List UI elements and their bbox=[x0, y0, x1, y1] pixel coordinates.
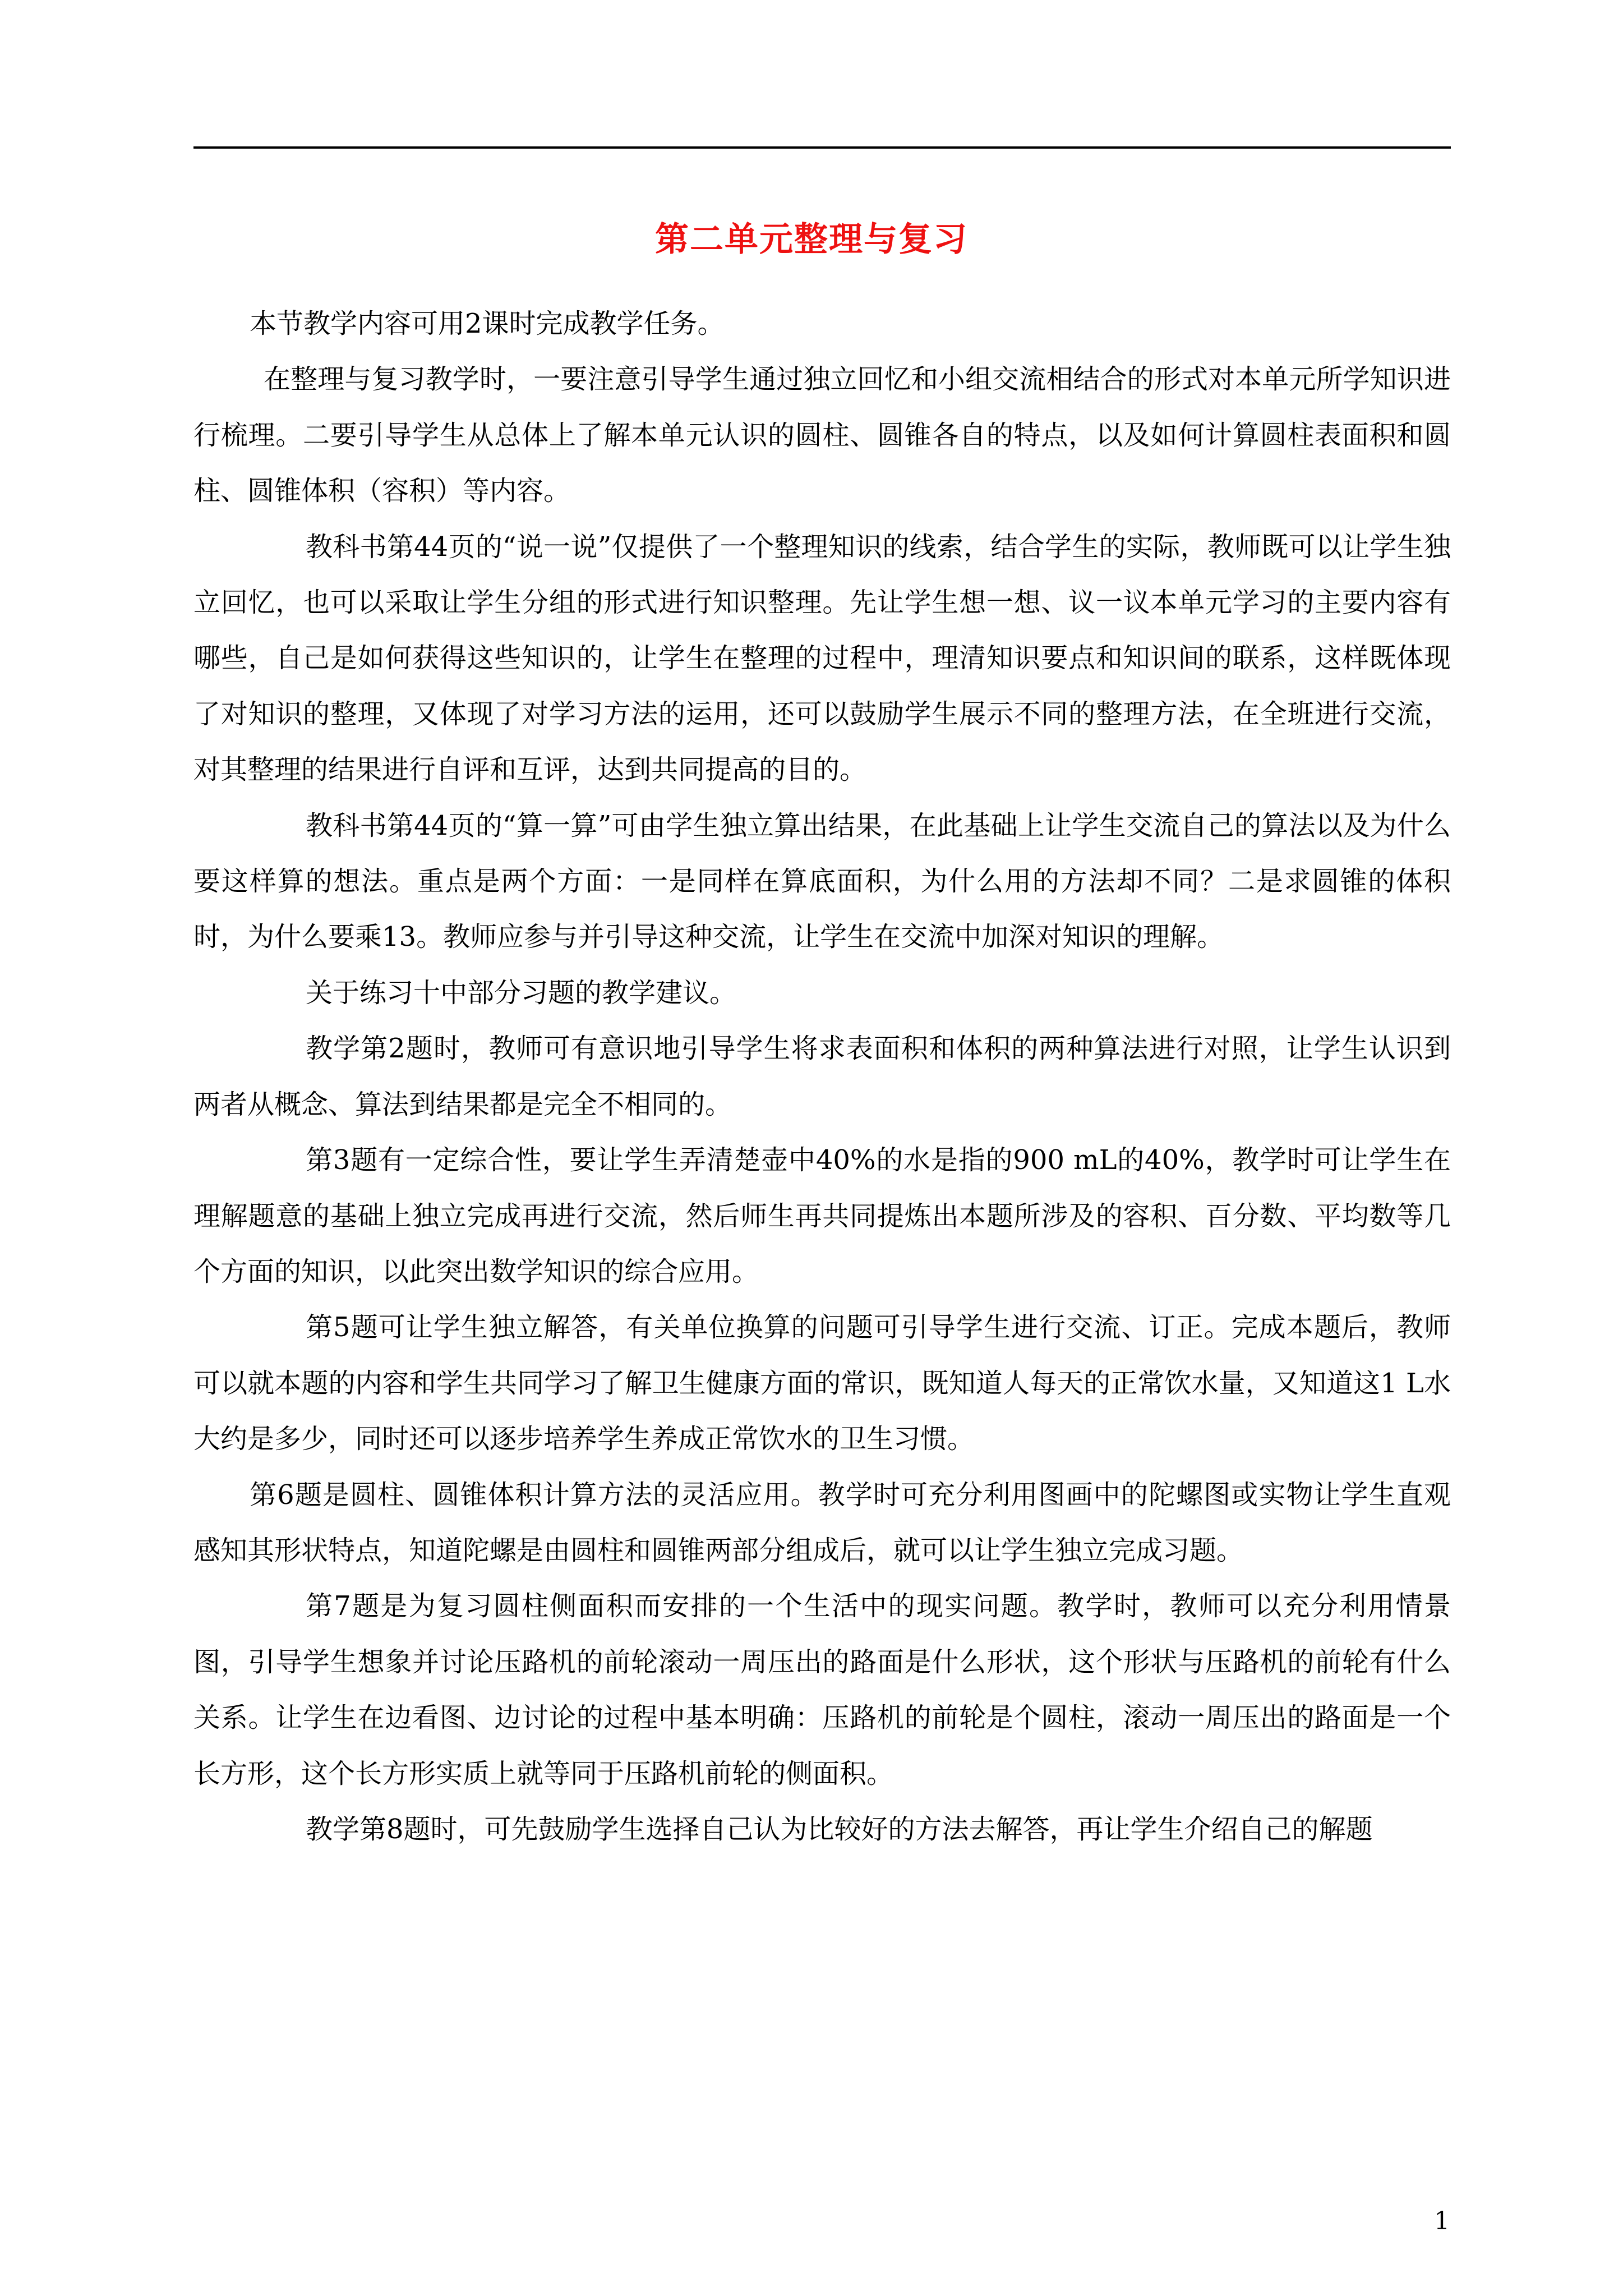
paragraph: 教科书第44页的“算一算”可由学生独立算出结果，在此基础上让学生交流自己的算法以及为什么要这样算的想法。重点是两个方面：一是同样在算底面积，为什么用的方法却不同？二是求圆锥的体积时，为什么要乘13。教师应参与并引导这种交流，让学生在交流中加深对知识的理解。 bbox=[193, 809, 1451, 953]
header-rule bbox=[193, 146, 1451, 149]
paragraph: 第3题有一定综合性，要让学生弄清楚壶中40%的水是指的900 mL的40%，教学时可让学生在理解题意的基础上独立完成再进行交流，然后师生再共同提炼出本题所涉及的容积、百分数、平均数等几个方面的知识，以此突出数学知识的综合应用。 bbox=[193, 1144, 1451, 1287]
paragraph: 本节教学内容可用2课时完成教学任务。 bbox=[250, 308, 725, 339]
paragraph: 教学第8题时，可先鼓励学生选择自己认为比较好的方法去解答，再让学生介绍自己的解题 bbox=[306, 1813, 1373, 1845]
paragraph: 教科书第44页的“说一说”仅提供了一个整理知识的线索，结合学生的实际，教师既可以让学生独立回忆，也可以采取让学生分组的形式进行知识整理。先让学生想一想、议一议本单元学习的主要内容有哪些，自己是如何获得这些知识的，让学生在整理的过程中，理清知识要点和知识间的联系，这样既体现了对知识的整理，又体现了对学习方法的运用，还可以鼓励学生展示不同的整理方法，在全班进行交流，对其整理的结果进行自评和互评，达到共同提高的目的。 bbox=[193, 531, 1451, 786]
paragraph: 关于练习十中部分习题的教学建议。 bbox=[306, 977, 737, 1009]
paragraph: 第6题是圆柱、圆锥体积计算方法的灵活应用。教学时可充分利用图画中的陀螺图或实物让学生直观感知其形状特点，知道陀螺是由圆柱和圆锥两部分组成后，就可以让学生独立完成习题。 bbox=[193, 1479, 1451, 1566]
page-title: 第二单元整理与复习 bbox=[655, 220, 968, 259]
paragraph: 在整理与复习教学时，一要注意引导学生通过独立回忆和小组交流相结合的形式对本单元所学知识进行梳理。二要引导学生从总体上了解本单元认识的圆柱、圆锥各自的特点，以及如何计算圆柱表面积和圆柱、圆锥体积（容积）等内容。 bbox=[193, 364, 1451, 507]
body-text bbox=[193, 296, 1451, 1857]
paragraph: 第5题可让学生独立解答，有关单位换算的问题可引导学生进行交流、订正。完成本题后，教师可以就本题的内容和学生共同学习了解卫生健康方面的常识，既知道人每天的正常饮水量，又知道这1 L水大约是多少，同时还可以逐步培养学生养成正常饮水的卫生习惯。 bbox=[193, 1312, 1451, 1455]
page-number: 1 bbox=[1434, 2207, 1450, 2235]
paragraph: 第7题是为复习圆柱侧面积而安排的一个生活中的现实问题。教学时，教师可以充分利用情景图，引导学生想象并讨论压路机的前轮滚动一周压出的路面是什么形状，这个形状与压路机的前轮有什么关系。让学生在边看图、边讨论的过程中基本明确：压路机的前轮是个圆柱，滚动一周压出的路面是一个长方形，这个长方形实质上就等同于压路机前轮的侧面积。 bbox=[193, 1590, 1451, 1789]
paragraph: 教学第2题时，教师可有意识地引导学生将求表面积和体积的两种算法进行对照，让学生认识到两者从概念、算法到结果都是完全不相同的。 bbox=[193, 1033, 1451, 1120]
